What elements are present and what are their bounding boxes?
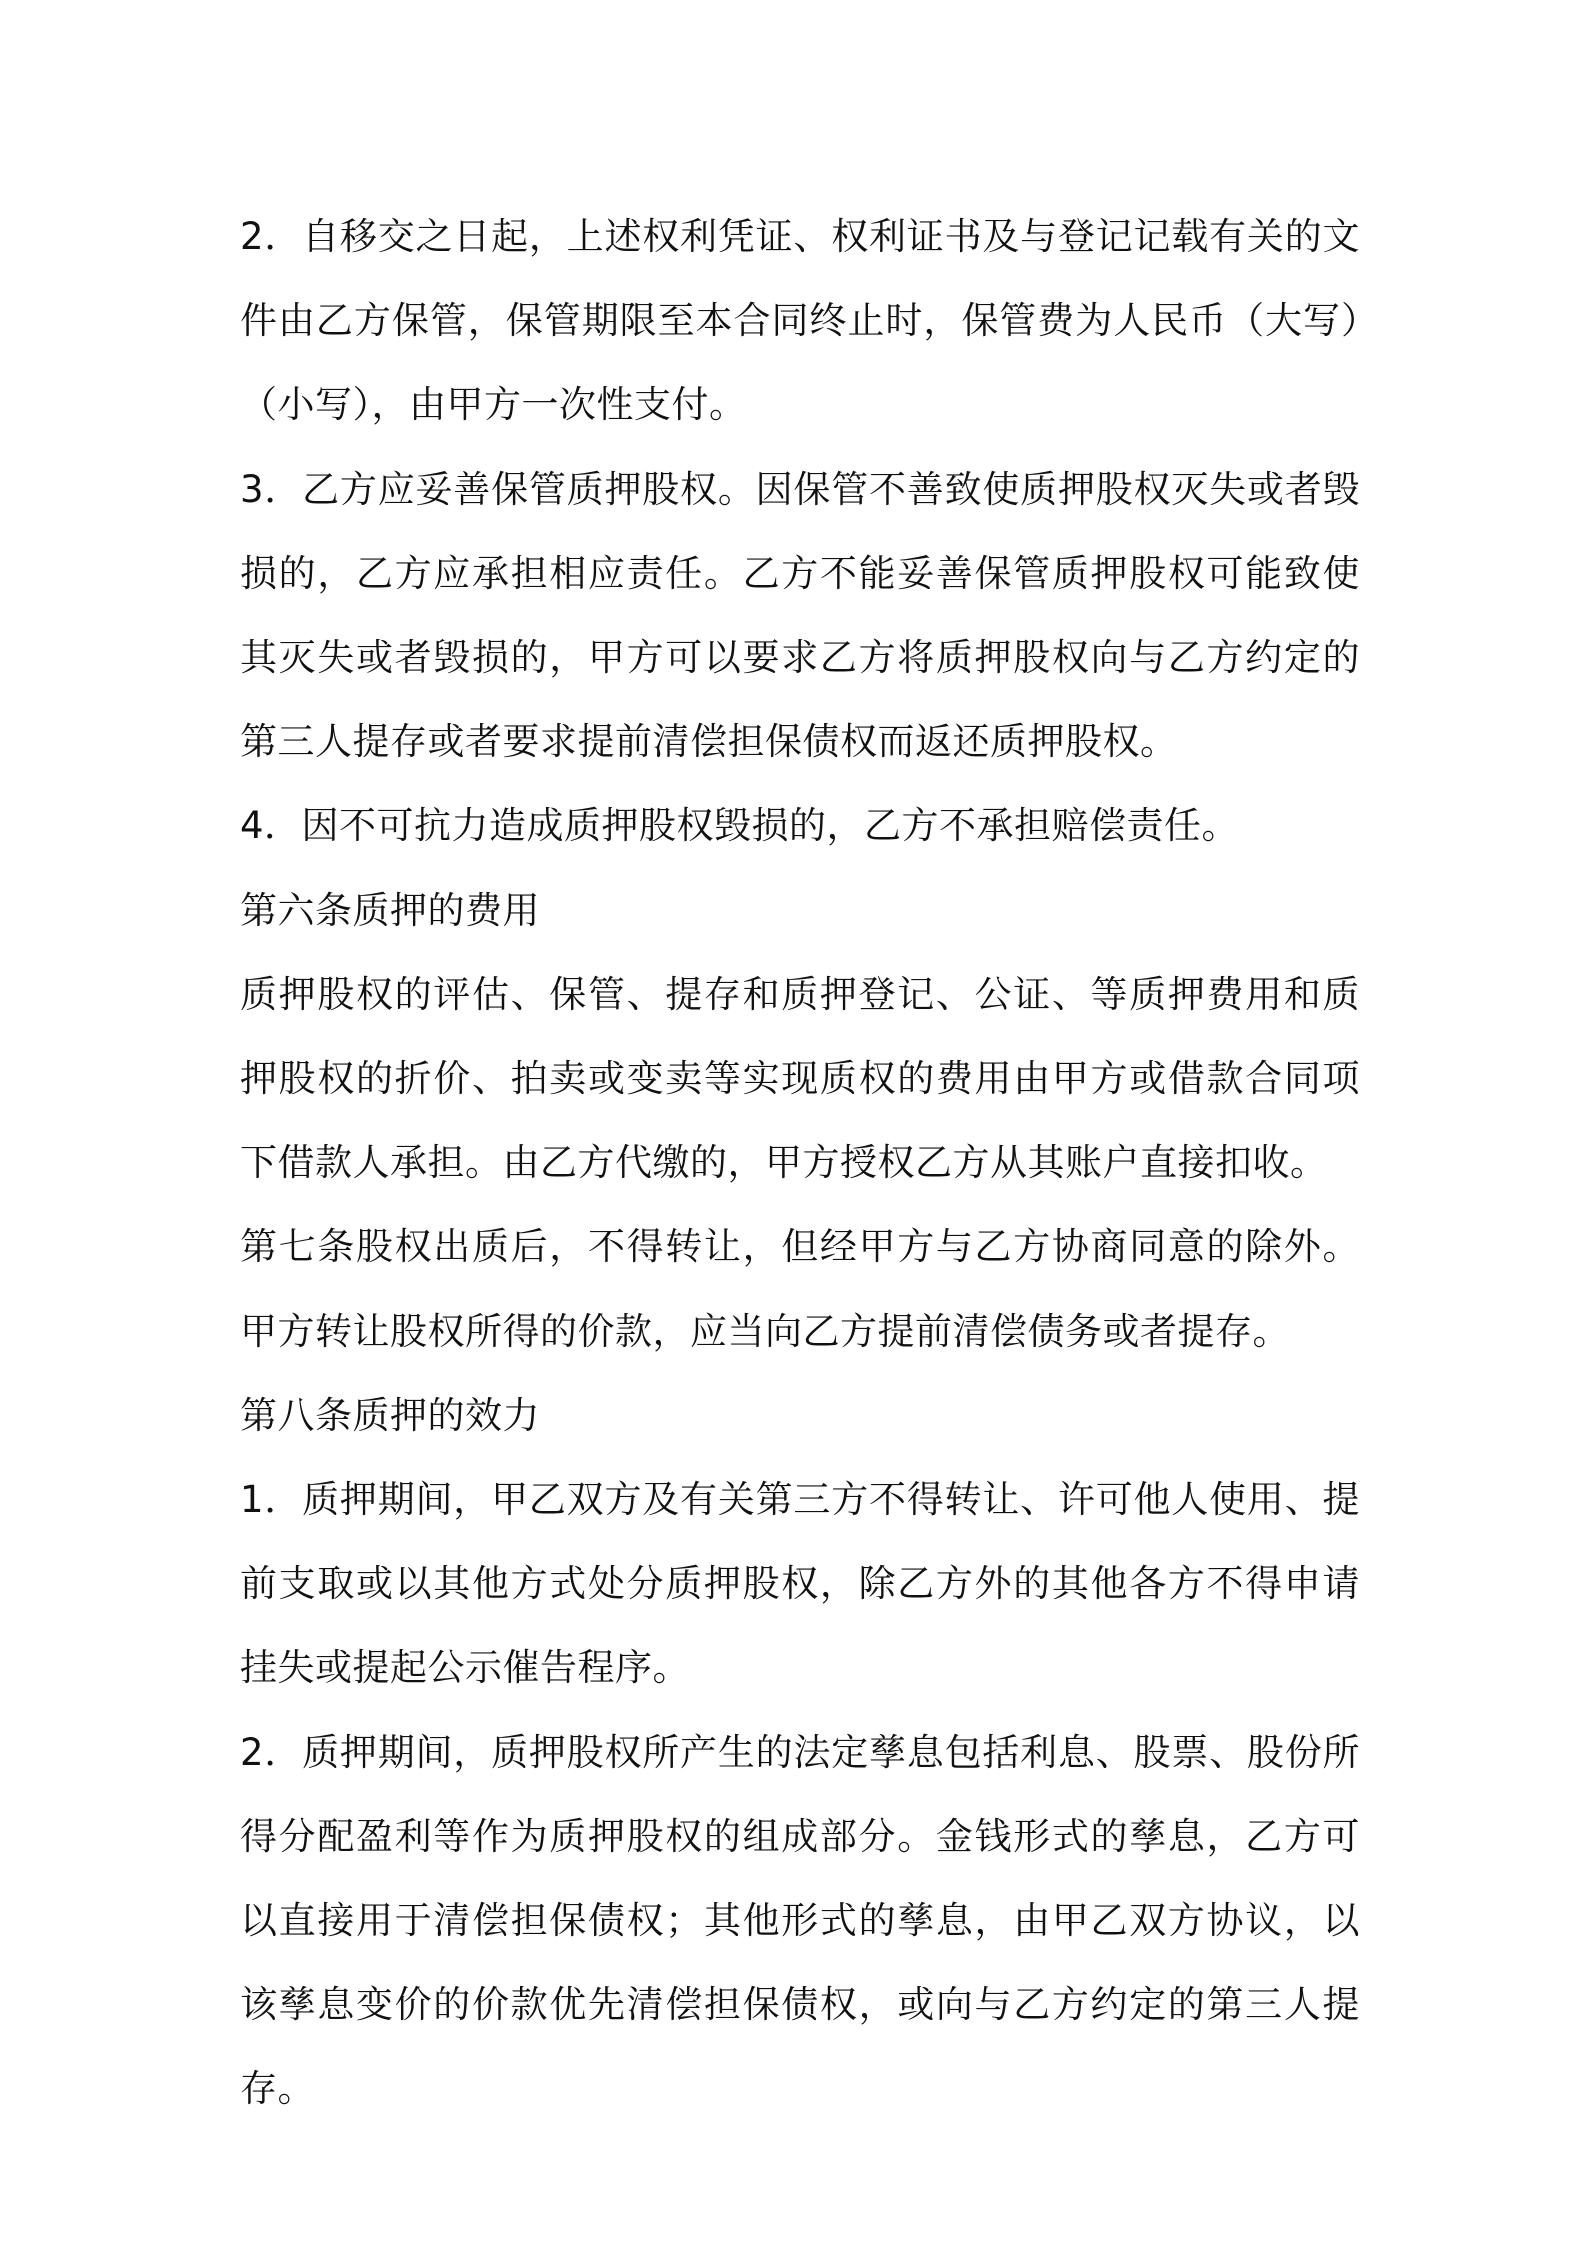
paragraph-article-7-transfer: 第七条股权出质后，不得转让，但经甲方与乙方协商同意的除外。甲方转让股权所得的价款，应当向乙方提前清偿债务或者提存。: [240, 1225, 1360, 1353]
paragraph-statutory-fruits: 2．质押期间，质押股权所产生的法定孳息包括利息、股票、股份所得分配盈利等作为质押股权的组成部分。金钱形式的孳息，乙方可以直接用于清偿担保债权；其他形式的孳息，由甲乙双方协议，以该孳息变价的价款优先清偿担保债权，或向与乙方约定的第三人提存。: [240, 1730, 1360, 2111]
paragraph-safekeeping-duty: 3．乙方应妥善保管质押股权。因保管不善致使质押股权灭失或者毁损的，乙方应承担相应责任。乙方不能妥善保管质押股权可能致使其灭失或者毁损的，甲方可以要求乙方将质押股权向与乙方约定的第三人提存或者要求提前清偿担保债权而返还质押股权。: [240, 467, 1360, 764]
paragraph-force-majeure: 4．因不可抗力造成质押股权毁损的，乙方不承担赔偿责任。: [240, 804, 1240, 848]
document-body: [240, 195, 1360, 2132]
heading-article-8: 第八条质押的效力: [240, 1393, 540, 1437]
paragraph-pledge-restrictions: 1．质押期间，甲乙双方及有关第三方不得转让、许可他人使用、提前支取或以其他方式处分质押股权，除乙方外的其他各方不得申请挂失或提起公示催告程序。: [240, 1478, 1360, 1690]
heading-article-6: 第六条质押的费用: [240, 888, 540, 932]
paragraph-custody-fee: 2．自移交之日起，上述权利凭证、权利证书及与登记记载有关的文件由乙方保管，保管期限至本合同终止时，保管费为人民币（大写）（小写），由甲方一次性支付。: [240, 215, 1360, 427]
paragraph-pledge-costs: 质押股权的评估、保管、提存和质押登记、公证、等质押费用和质押股权的折价、拍卖或变卖等实现质权的费用由甲方或借款合同项下借款人承担。由乙方代缴的，甲方授权乙方从其账户直接扣收。: [240, 972, 1360, 1185]
